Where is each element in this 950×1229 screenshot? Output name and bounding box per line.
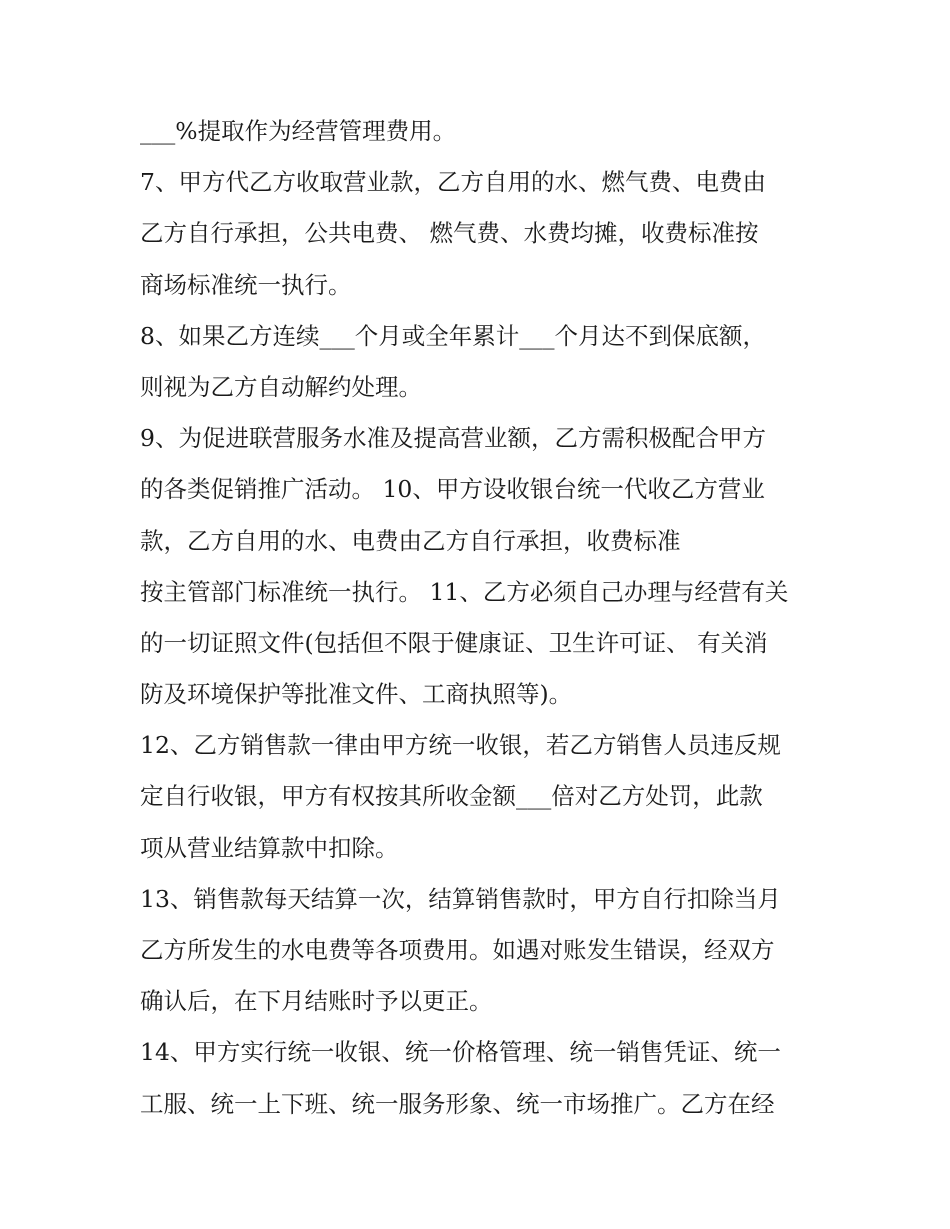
document-line: 款，乙方自用的水、电费由乙方自行承担，收费标准 [140,526,681,555]
document-line: 乙方自行承担，公共电费、 燃气费、水费均摊，收费标准按 [140,219,759,248]
document-line: 的各类促销推广活动。 10、甲方设收银台统一代收乙方营业 [140,475,765,504]
document-line: 14、甲方实行统一收银、统一价格管理、统一销售凭证、统一 [140,1038,781,1067]
document-line: 乙方所发生的水电费等各项费用。如遇对账发生错误，经双方 [140,936,775,964]
document-line: 工服、统一上下班、统一服务形象、统一市场推广。乙方在经 [140,1089,775,1118]
document-line: ___%提取作为经营管理费用。 [140,117,457,145]
document-line: 8、如果乙方连续___个月或全年累计___个月达不到保底额， [140,321,766,350]
document-line: 13、销售款每天结算一次，结算销售款时，甲方自行扣除当月 [140,884,781,913]
document-line: 防及环境保护等批准文件、工商执照等)。 [140,680,573,709]
document-line: 的一切证照文件(包括但不限于健康证、卫生许可证、 有关消 [140,628,768,657]
document-line: 商场标准统一执行。 [140,270,352,299]
document-body [140,106,830,1130]
document-line: 9、为促进联营服务水准及提高营业额，乙方需积极配合甲方 [140,424,766,453]
document-line: 确认后，在下月结账时予以更正。 [140,987,493,1016]
document-line: 7、甲方代乙方收取营业款，乙方自用的水、燃气费、电费由 [140,168,766,197]
document-line: 定自行收银，甲方有权按其所收金额___倍对乙方处罚，此款 [140,782,763,811]
document-line: 按主管部门标准统一执行。 11、乙方必须自己办理与经营有关 [140,577,789,606]
document-line: 项从营业结算款中扣除。 [140,833,399,862]
document-line: 12、乙方销售款一律由甲方统一收银，若乙方销售人员违反规 [140,731,781,760]
document-line: 则视为乙方自动解约处理。 [140,372,422,401]
